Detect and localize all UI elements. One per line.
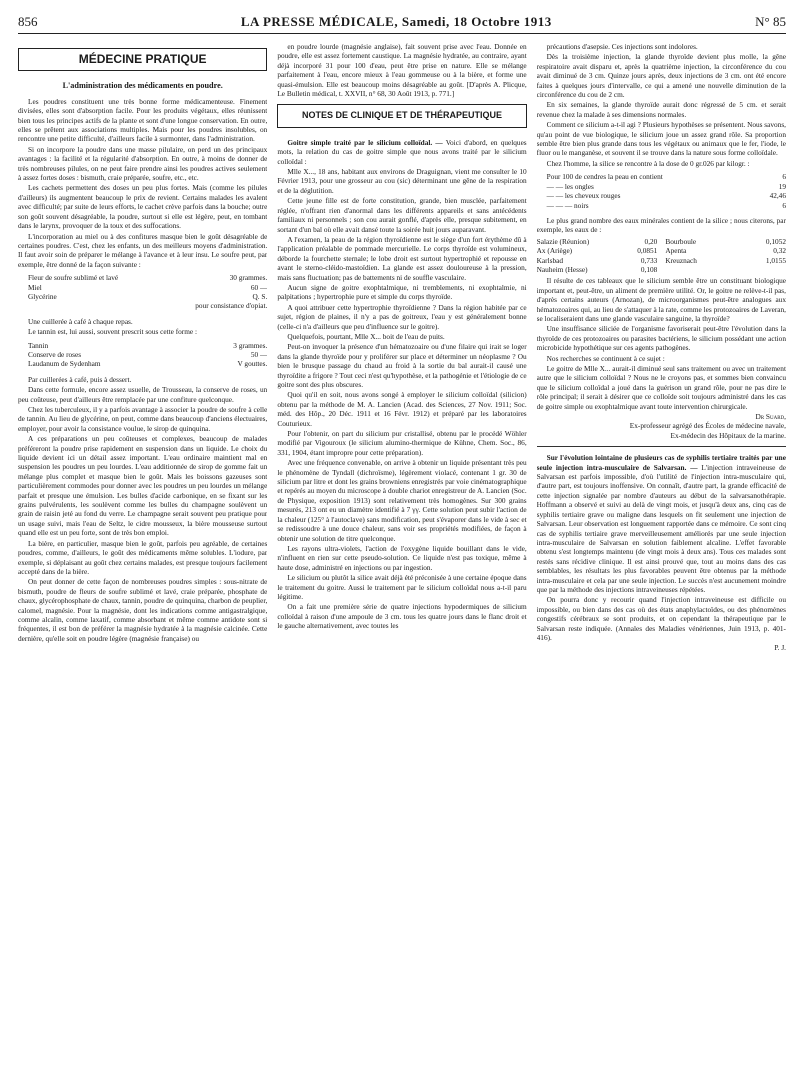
page-header — [18, 14, 786, 34]
paragraph: En six semaines, la glande thyroïde aurait donc régressé de 5 cm. et serait revenue chez la malade à ses dimensions normales. — [536, 100, 786, 119]
paragraph: Dans cette formule, encore assez usuelle, de Trousseau, la conserve de roses, un peu coûteuse, peut d'ailleurs être remplacée par une confiture quelconque. — [18, 385, 268, 404]
table-row: Bourboule 0,1052 — [665, 236, 786, 246]
recipe-tannin — [28, 341, 267, 369]
paragraph: Si on incorpore la poudre dans une masse pilulaire, on perd un des principaux avantages : la facilité et la régularité d'absorption. En outre, à moins de donner de très nombreuses pilules, on ne peut faire prendre ainsi les poudres actives seulement à assez fortes doses : bismuth, craie préparée, soufre, etc., etc. — [18, 144, 268, 183]
section-title-notes-clinique: NOTES DE CLINIQUE ET DE THÉRAPEUTIQUE — [277, 104, 526, 127]
table-row: Pour 100 de cendres la peau en contient 6 — [546, 172, 786, 182]
page-number: 856 — [18, 14, 38, 29]
paragraph: en poudre lourde (magnésie anglaise), fait souvent prise avec l'eau. Donnée en poudre, elle est assez fortement caustique. La magnésie hydratée, au contraire, ayant déjà incorporé 31 pour 100 d'eau, peut être prise en nature. Elle se mélange parfaitement à l'eau, encore mieux à l'eau gommeuse ou à la bière, et forme une quasi-émulsion. Elle est beaucoup moins désagréable au goût. [D'après A. Plicque, Le Bulletin médical, t. XXVII, n° 68, 30 Août 1913, p. 771.] — [277, 42, 527, 99]
paragraph: A quoi attribuer cette hypertrophie thyroïdienne ? Dans la région habitée par ce sujet, région de plaines, il n'y a pas de goitreux, l'eau y est généralement bonne (celle-ci n'a d'ailleurs que peu d'influence sur le goitre). — [277, 302, 527, 331]
table-row: Salazie (Réunion) 0,20 — [536, 236, 658, 246]
paragraph: Il résulte de ces tableaux que le silicium semble être un constituant biologique important et, peut-être, un aliment de première utilité. Or, le goitre ne relève-t-il pas, d'après certains auteurs (Arnozan), de microorganismes peut-être analogues aux hématozoaires qui, au lieu de s'attaquer à la rate, comme les protozoaires de Laveran, se localiseraient dans une glande vasculaire sanguine, la thyroïde? — [536, 276, 786, 323]
issue-number: N° 85 — [755, 14, 786, 29]
paragraph: On peut donner de cette façon de nombreuses poudres simples : sous-nitrate de bismuth, poudre de fleurs de soufre sublimé et lavé, craie préparée, phosphate de chaux, glycérophosphate de chaux, tannin, poudre de quinquina, charbon de peuplier, calomel, magnésie. Pour la magnésie, dont les indications comme antigastralgique, comme alcalin, comme laxatif, comme absorbant et même comme antidote sont si fréquentes, il est bon de préférer la magnésie hydratée à la magnésie calcinée. Cette dernière, qu'elle soit en poudre légère (magnésie française) ou — [18, 577, 268, 643]
paragraph: Quoi qu'il en soit, nous avons songé à employer le silicium colloïdal (silicion) obtenu par la méthode de M. A. Lancien (Acad. des Sciences, 27 Nov. 1911; Soc. méd. des Hôp., 20 Déc. 1911 et 16 Févr. 1912) et préparé par les laboratoires Couturieux. — [277, 390, 527, 428]
recipe-line: Fleur de soufre sublimé et lavé 30 grammes. — [28, 273, 268, 283]
recipe-note: pour consistance d'opiat. — [195, 301, 268, 311]
paragraph: Le silicium ou plutôt la silice avait déjà été préconisée à une certaine époque dans le traitement du goitre. Aussi le traitement par le silicium colloïdal nous a-t-il paru légitime. — [277, 573, 527, 601]
section-title-medecine-pratique: MÉDECINE PRATIQUE — [18, 48, 267, 71]
silica-table — [547, 172, 786, 210]
waters-left — [537, 237, 658, 275]
waters-right — [665, 237, 786, 275]
paragraph: Les cachets permettent des doses un peu plus fortes. Mais (comme les pilules d'ailleurs) ils augmentent beaucoup le prix de revient. Certains malades les avalent avec difficulté; par suite de leurs efforts, le cachet crève parfois dans la bouche; outre son goût souvent désagréable, la poudre, surtout si elle est légère, peut, en tombant dans le larynx, provoquer de la toux et des suffocations. — [18, 183, 268, 231]
paragraph: Par cuillerées à café, puis à dessert. — [28, 374, 132, 384]
paragraph: Une insuffisance siliciée de l'organisme favoriserait peut-être l'évolution dans la thyroïde de ces protozoaires ou parasites bactériens, le silicium possédant une action microbicide hypothétique sur ces agents pathogènes. — [536, 324, 786, 353]
paragraph: A ces préparations un peu coûteuses et complexes, beaucoup de malades préféreront la poudre prise rapidement en suspension dans un liquide. Le choix du liquide devient ici un détail assez important. L'eau ordinaire maintient mal en suspension les poudres un peu lourdes. L'eau additionnée de sirop de gomme fait un mélange plus complet et masque bien le goût. Mais les boissons gazeuses sont particulièrement commodes pour donner avec les poudres un peu lourdes un mélange parfait et presque une émulsion. Les bulles d'acide carbonique, en se fixant sur les grains pulvérulents, les soulèvent comme les bulles du champagne soulèvent un grain de raisin jeté au fond du verre. Le champagne serait souvent peu pratique pour un usage suivi, mais l'eau de Seltz, le cidre mousseux, la bière mousseuse surtout quand elle est un peu forte, sont de très bon emploi. — [18, 434, 268, 538]
table-row: Kreuznach 1,0155 — [665, 255, 786, 265]
column-1 — [18, 42, 267, 1082]
paragraph: Quelquefois, pourtant, Mlle X... boit de l'eau de puits. — [287, 331, 445, 341]
paragraph: Goitre simple traité par le silicium colloïdal. — Voici d'abord, en quelques mots, la relation du cas de goitre simple que nous avons traité par le silicium colloïdal : — [277, 137, 527, 166]
column-2 — [277, 42, 526, 1082]
paragraph: Avec une fréquence convenable, on arrive à obtenir un liquide présentant très peu le phénomène de Tyndall (dichroïsme), légèrement violacé, contenant 1 gr. 30 de silicium par litre et dont les grains browniens enregistrés par voie cinématographique et repérés au moyen du microscope à double chariot enregistreur de A. Lancien (Soc. de Physique, exposition 1913) sont relativement très homogènes. Sur 300 grains mesurés, 213 ont eu un diamètre identifié à 7 γγ. Cette solution peut subir l'action de la chaleur (125° à l'autoclave) sans modification, peut s'évaporer dans le vide à sec et se redissoudre à une douce chaleur, sans voir ses propriétés modifiées, de façon à obtenir une solution de titre quelconque. — [277, 458, 527, 543]
table-row: Karlsbad 0,733 — [536, 255, 658, 265]
column-3 — [537, 42, 786, 1082]
author-initials: P. J. — [774, 643, 786, 653]
paragraph: Cette jeune fille est de forte constitution, grande, bien musclée, parfaitement réglée, n'offrant rien d'anormal dans les différents appareils et sans antécédents familiaux ni personnels ; son cou aurait gonflé, d'après elle, presque subitement, en sortant d'un bal où elle avait dansé toute la soirée huit jours auparavant. — [277, 196, 527, 234]
paragraph: Les rayons ultra-violets, l'action de l'oxygène liquide bouillant dans le vide, n'influent en rien sur cette pseudo-solution. Ce liquide n'est pas toxique, même à haute dose, administré en injections ou par ingestion. — [277, 543, 527, 572]
table-row: Apenta 0,32 — [665, 246, 786, 256]
paragraph: L'incorporation au miel ou à des confitures masque bien le goût désagréable de certaines poudres. C'est, chez les enfants, un des meilleurs moyens d'administration. Il faut avoir soin de préparer le mélange à l'avance et à leur insu. Le soufre peut, par exemple, être donné de la façon suivante : — [18, 231, 268, 269]
table-row: Nauheim (Hesse) 0,108 — [536, 264, 658, 274]
journal-title: LA PRESSE MÉDICALE, Samedi, 18 Octobre 1913 — [240, 14, 552, 29]
paragraph: Les poudres constituent une très bonne forme médicamenteuse. Finement divisées, elles sont d'absorption facile. Pour les produits végétaux, elles réunissent bien tous les principes actifs de la plante et sont d'une longue conservation. En outre, elles se prêtent aux associations multiples. Mais pour les poudres insolubles, on rencontre une petite difficulté, d'ailleurs facile à surmonter, dans l'administration. — [18, 96, 268, 144]
paragraph: précautions d'asepsie. Ces injections sont indolores. — [546, 42, 698, 51]
article-lead: Goitre simple traité par le silicium colloïdal. — — [287, 137, 443, 147]
divider — [537, 446, 786, 447]
paragraph: Pour l'obtenir, on part du silicium pur cristallisé, obtenu par le procédé Wöhler modifié par Vigouroux (le silicium alumino-thermique de Kühne, Chem. Soc., 86, 331, 1904, étant impropre pour cette préparation). — [277, 429, 527, 457]
table-row: Ax (Ariège) 0,0851 — [536, 246, 658, 256]
paragraph: Aucun signe de goitre exophtalmique, ni tremblements, ni exophtalmie, ni palpitations ; hypertrophie pure et simple du corps thyroïde. — [277, 282, 527, 302]
mineral-waters-table — [537, 237, 786, 275]
paragraph: Chez l'homme, la silice se rencontre à la dose de 0 gr.026 par kilogr. : — [546, 158, 750, 168]
recipe-soufre — [28, 273, 267, 311]
paragraph: Sur l'évolution lointaine de plusieurs cas de syphilis tertiaire traités par une seule injection intra-musculaire de Salvarsan. — L'injection intraveineuse de Salvarsan est parfois impossible, d'où l'utilité de l'injection intra-musculaire qui, d'autre part, est toujours inoffensive. On connaît, d'autre part, la grande efficacité de cette injection signalée par nombre d'auteurs au début de la salvarsanothérapie. Hoffmann a observé et suivi au delà de vingt mois, et jusqu'à deux ans, cinq cas de syphilis tertiaire grave ou maligne dans lesquels on fit seulement une injection de Salvarsan. Leur observation est longuement rapportée dans ce mémoire. Ce sont cinq cas de syphilis tertiaire grave merveilleusement améliorés par une seule injection intra-musculaire de Salvarsan en solution faiblement alcaline. L'effet favorable obtenu s'est longtemps maintenu (de vingt mois à deux ans). Tous ces malades sont restés sans récidive clinique. Il est ainsi prouvé que, tout au moins dans des cas semblables, les résultats les plus favorables peuvent être obtenus par la méthode intra-musculaire et cela par une seule injection. Le succès n'est aucunement moindre que par la méthode des injections intraveineuses répétées. — [536, 453, 786, 594]
paragraph: Comment ce silicium a-t-il agi ? Plusieurs hypothèses se présentent. Nous savons, qu'au point de vue biologique, le silicium joue un assez grand rôle. Sa proportion semble être bien plus grande dans tous les végétaux ou animaux que le fer, l'iode, le fluor ou le manganèse, et souvent il se trouve dans la nature sous forme colloïdale. — [536, 120, 786, 158]
paragraph: A l'examen, la peau de la région thyroïdienne est le siège d'un fort érythème dû à l'application préalable de pommade mercurielle. Le corps thyroïde est volumineux, déborde la fourchette sternale; le lobe droit est surtout hypertrophié et repousse en avant le sterno-cléido-mastoïdien. La glande est assez douloureuse à la pression, mais sans fluctuation; pas de battements ni de souffle vasculaire. — [277, 234, 527, 282]
table-row: — — les cheveux rouges 42,46 — [546, 191, 786, 201]
table-row: — — les ongles 19 — [546, 181, 786, 191]
recipe-line: Laudanum de Sydenham V gouttes. — [28, 359, 268, 369]
paragraph: Le plus grand nombre des eaux minérales contient de la silice ; nous citerons, par exemple, les eaux de : — [536, 215, 786, 235]
recipe-line: Tannin 3 grammes. — [28, 340, 268, 350]
paragraph: Peut-on invoquer la présence d'un hématozoaire ou d'une filaire qui irait se loger dans la glande thyroïde pour y proliférer sur place et déterminer un néoplasme ? Ou bien le brusque passage du chaud au froid à la sortie du bal aurait-il causé une thyroïdite a frigore ? Tout ceci n'est qu'hypothèse, et la pathogénie et l'étiologie de ce goitre sont des plus obscures. — [277, 342, 527, 389]
recipe-line: Glycérine Q. S. — [28, 291, 268, 301]
paragraph: Chez les tuberculeux, il y a parfois avantage à associer la poudre de soufre à celle de tannin. Au lieu de glycérine, on peut, comme dans beaucoup d'anciens électuaires, employer, pour avoir la consistance voulue, le sirop de quinquina. — [18, 405, 268, 433]
author-signature: Dr Suard, — [755, 412, 786, 422]
article-title: L'administration des médicaments en poudre. — [62, 81, 223, 91]
author-affiliation: Ex-professeur agrégé des Écoles de médecine navale, — [629, 421, 786, 431]
paragraph: La bière, en particulier, masque bien le goût, parfois peu agréable, de certaines poudres, comme, d'ailleurs, le goût des médicaments même solubles. L'iodure, par exemple, si déplaisant au goût chez certains malades, est presque toujours facilement accepté dans de la bière. — [18, 538, 268, 576]
paragraph: On pourra donc y recourir quand l'injection intraveineuse est difficile ou impossible, ou bien dans des cas où des états anaphylactoïdes, ou des phénomènes congestifs cérébraux se sont produits, et on cependant la thérapeutique par le Salvarsan reste indiquée. (Annales des Maladies vénériennes, Juin 1913, p. 401-416). — [536, 595, 786, 642]
recipe-line: Conserve de roses 50 — — [28, 349, 268, 359]
author-affiliation: Ex-médecin des Hôpitaux de la marine. — [670, 430, 786, 440]
paragraph: Mlle X..., 18 ans, habitant aux environs de Draguignan, vient me consulter le 10 Février 1913, pour une grosseur au cou (sic) déterminant une gêne de la respiration et de la déglutition. — [277, 167, 527, 195]
paragraph: Une cuillerée à café à chaque repas. — [28, 316, 133, 326]
table-row: — — — noirs 6 — [546, 200, 786, 210]
paragraph: Le tannin est, lui aussi, souvent prescrit sous cette forme : — [28, 327, 198, 337]
article-lead: Sur l'évolution lointaine de plusieurs cas de syphilis tertiaire traités par une seule injection intra-musculaire de Salvarsan. — — [536, 453, 786, 472]
paragraph: On a fait une première série de quatre injections hypodermiques de silicium colloïdal à raison d'une ampoule de 3 cm. tous les quatre jours dans le flanc droit et le gauche alternativement, avec toutes les — [277, 602, 527, 631]
paragraph: Nos recherches se continuent à ce sujet : — [546, 353, 665, 363]
paragraph: Le goitre de Mlle X... aurait-il diminué seul sans traitement ou avec un traitement autre que le silicium colloïdal ? Nous ne le croyons pas, et sommes bien convaincu que le silicium colloïdal a joué dans la guérison un grand rôle, pour ne pas dire le rôle principal; il serait à désirer que ce colloïde soit toujours administré dans les cas de goitre simple ou exophtalmique avant toute intervention chirurgicale. — [536, 364, 786, 411]
paragraph: Dès la troisième injection, la glande thyroïde devient plus molle, la gêne respiratoire avait disparu et, après la quatrième injection, la circonférence du cou avait diminué de 3 cm. Quinze jours après, deux injections de 3 cm. ont été encore faites à quelques jours d'intervalle, ce qui a amené une nouvelle diminution de la circonférence du cou de 2 cm. — [536, 52, 786, 100]
recipe-line: Miel 60 — — [28, 282, 268, 292]
columns — [18, 42, 786, 1082]
